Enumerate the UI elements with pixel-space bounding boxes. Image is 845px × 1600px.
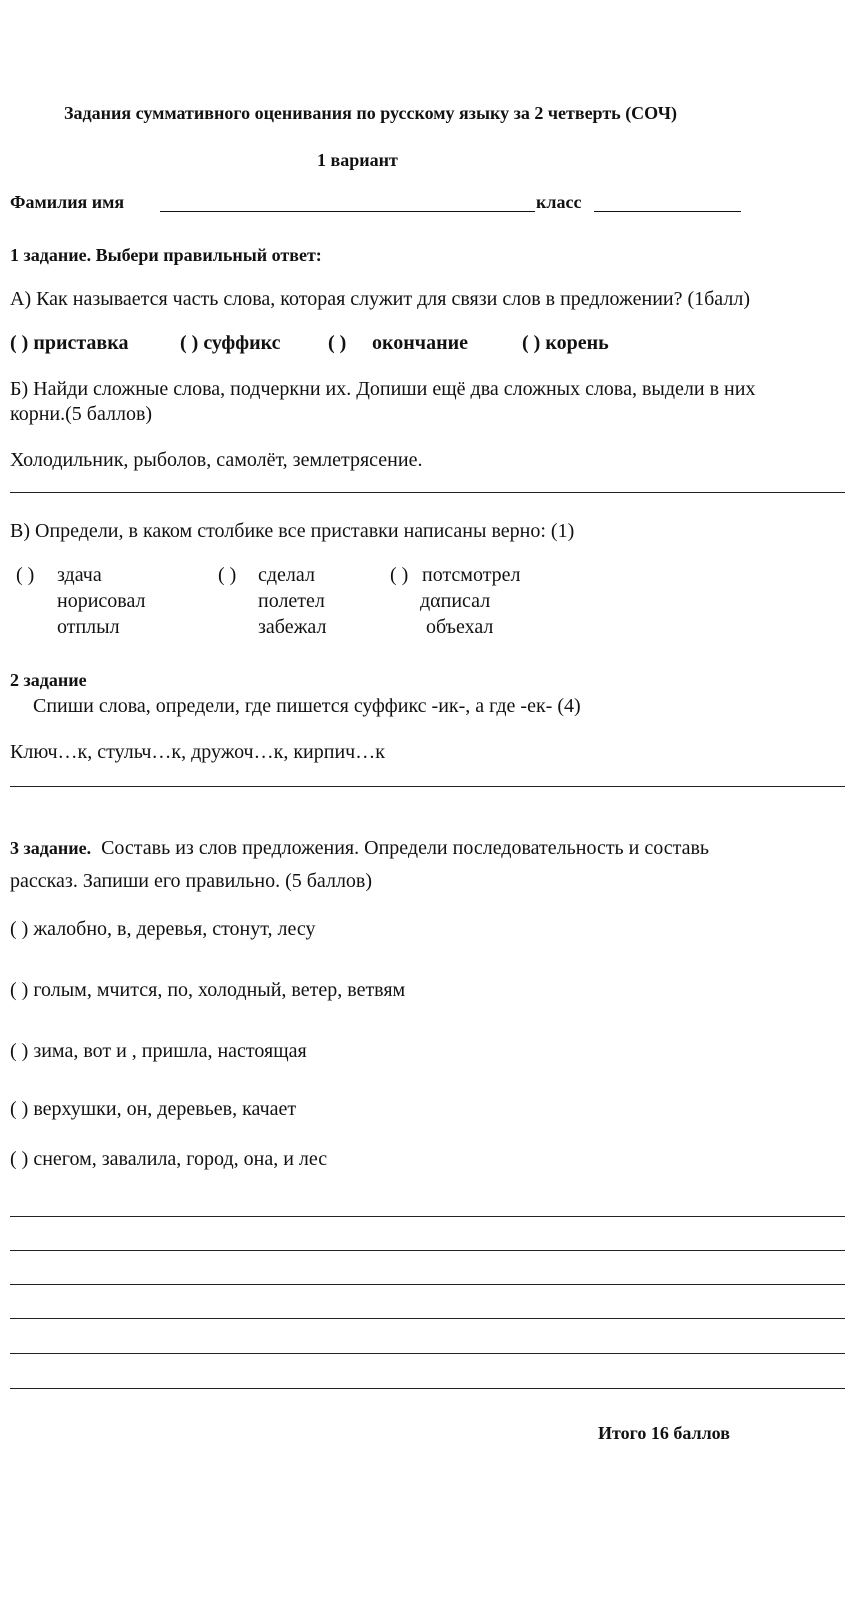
task1-b-words: Холодильник, рыболов, самолёт, землетрясение.	[10, 449, 423, 471]
writing-line[interactable]	[10, 1388, 845, 1389]
answer-line[interactable]	[10, 492, 845, 493]
column3-word: дαписал	[420, 590, 491, 612]
writing-line[interactable]	[10, 1284, 845, 1285]
sentence-item[interactable]: ( ) жалобно, в, деревья, стонут, лесу	[10, 918, 316, 940]
task2-words: Ключ…к, стульч…к, дружоч…к, кирпич…к	[10, 741, 385, 763]
task1-v-question: В) Определи, в каком столбике все приставки написаны верно: (1)	[10, 520, 575, 542]
column3-word: объехал	[426, 616, 494, 638]
class-label: класс	[536, 192, 582, 212]
answer-line[interactable]	[10, 786, 845, 787]
option-root[interactable]: ( ) корень	[522, 332, 609, 354]
name-label: Фамилия имя	[10, 192, 125, 212]
task3-heading: 3 задание.	[10, 838, 92, 858]
column3-marker[interactable]: ( )	[390, 564, 409, 586]
writing-line[interactable]	[10, 1318, 845, 1319]
total-score: Итого 16 баллов	[598, 1423, 730, 1443]
sentence-item[interactable]: ( ) зима, вот и , пришла, настоящая	[10, 1040, 307, 1062]
task1-a-question: А) Как называется часть слова, которая служит для связи слов в предложении? (1балл)	[10, 288, 750, 310]
document-title: Задания суммативного оценивания по русскому языку за 2 четверть (СОЧ)	[64, 103, 677, 123]
task1-b-question-line2: корни.(5 баллов)	[10, 403, 153, 425]
sentence-item[interactable]: ( ) снегом, завалила, город, она, и лес	[10, 1148, 328, 1170]
option-ending-marker[interactable]: ( )	[328, 332, 347, 354]
sentence-item[interactable]: ( ) голым, мчится, по, холодный, ветер, ветвям	[10, 979, 406, 1001]
column2-word: забежал	[258, 616, 327, 638]
column3-word: потсмотрел	[422, 564, 521, 586]
option-suffix[interactable]: ( ) суффикс	[180, 332, 281, 354]
option-prefix[interactable]: ( ) приставка	[10, 332, 129, 354]
task2-heading: 2 задание	[10, 670, 87, 690]
task1-heading: 1 задание. Выбери правильный ответ:	[10, 245, 322, 265]
column2-word: сделал	[258, 564, 315, 586]
column2-marker[interactable]: ( )	[218, 564, 237, 586]
name-field[interactable]	[160, 211, 535, 212]
task2-instruction: Спиши слова, определи, где пишется суффикс -ик-, а где -ек- (4)	[33, 695, 581, 717]
column1-marker[interactable]: ( )	[16, 564, 35, 586]
task1-b-question-line1: Б) Найди сложные слова, подчеркни их. Допиши ещё два сложных слова, выдели в них	[10, 378, 756, 400]
writing-line[interactable]	[10, 1353, 845, 1354]
column1-word: отплыл	[57, 616, 120, 638]
column1-word: здача	[57, 564, 102, 586]
column1-word: норисовал	[57, 590, 146, 612]
option-ending: окончание	[372, 332, 468, 354]
variant-label: 1 вариант	[317, 150, 398, 170]
writing-line[interactable]	[10, 1250, 845, 1251]
task3-instruction-text: Составь из слов предложения. Определи последовательность и составь	[101, 837, 710, 859]
writing-line[interactable]	[10, 1216, 845, 1217]
column2-word: полетел	[258, 590, 325, 612]
task3-instruction-line2: рассказ. Запиши его правильно. (5 баллов)	[10, 870, 373, 892]
class-field[interactable]	[594, 211, 741, 212]
task3-instruction-line1	[10, 836, 709, 860]
sentence-item[interactable]: ( ) верхушки, он, деревьев, качает	[10, 1098, 297, 1120]
